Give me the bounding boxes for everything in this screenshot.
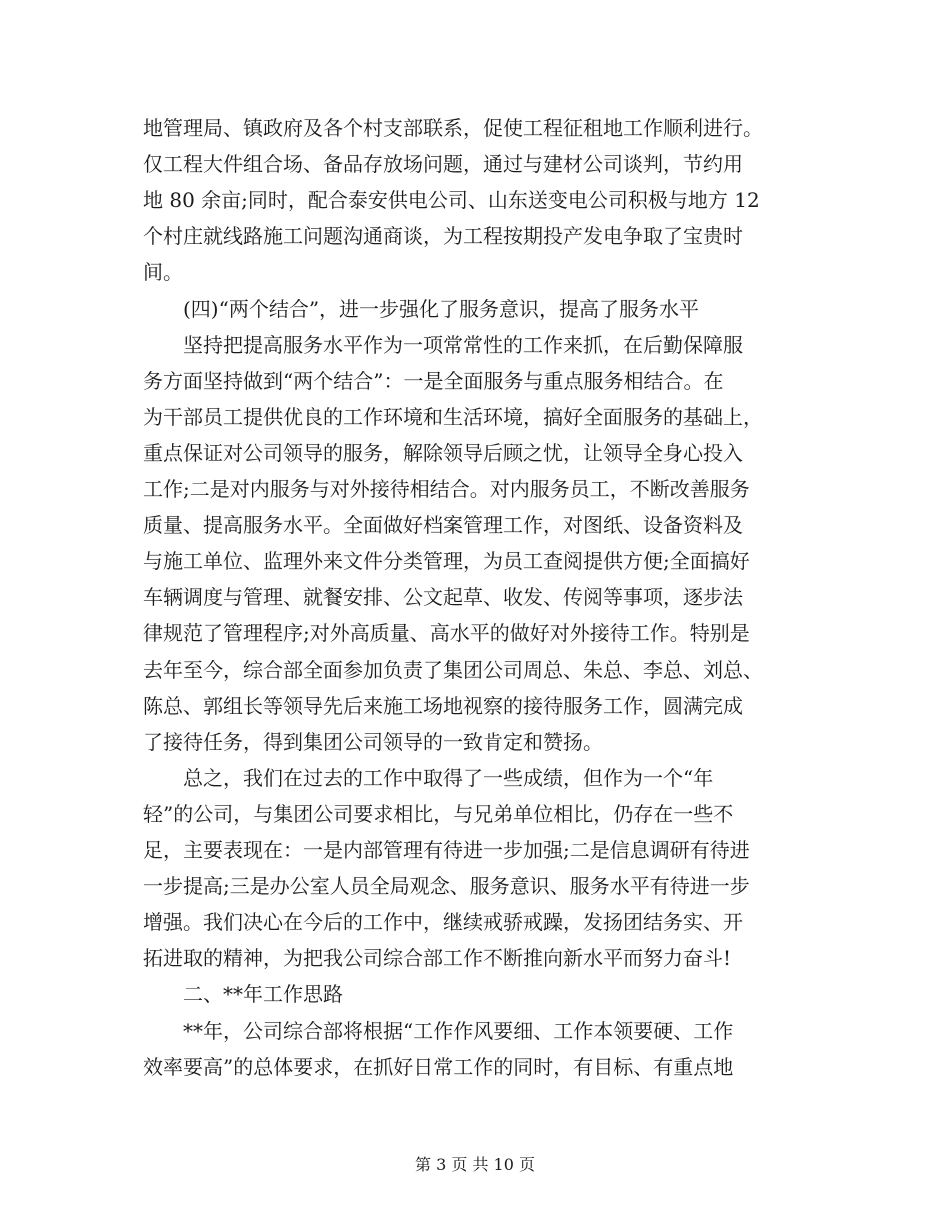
body-text-line: **年，公司综合部将根据“工作作风要细、工作本领要硬、工作 (143, 1019, 734, 1043)
body-text-line: 与施工单位、监理外来文件分类管理，为员工查阅提供方便;全面搞好 (143, 549, 750, 573)
body-text-line: 地管理局、镇政府及各个村支部联系，促使工程征租地工作顺利进行。 (143, 116, 763, 140)
body-text-line: 陈总、郭组长等领导先后来施工场地视察的接待服务工作，圆满完成 (143, 694, 743, 718)
body-text-line: 车辆调度与管理、就餐安排、公文起草、收发、传阅等事项，逐步法 (143, 585, 743, 609)
body-text-line: 地 80 余亩;同时，配合泰安供电公司、山东送变电公司积极与地方 12 (143, 188, 760, 212)
page-footer: 第 3 页 共 10 页 (415, 1155, 535, 1174)
body-text-line: 个村庄就线路施工问题沟通商谈，为工程按期投产发电争取了宝贵时 (143, 224, 743, 248)
body-text-line: 效率要高”的总体要求，在抓好日常工作的同时，有目标、有重点地 (143, 1055, 734, 1079)
body-text-line: 工作;二是对内服务与对外接待相结合。对内服务员工，不断改善服务 (143, 477, 750, 501)
body-text-line: 二、**年工作思路 (143, 982, 343, 1006)
body-text-line: 坚持把提高服务水平作为一项常常性的工作来抓，在后勤保障服 (143, 333, 743, 357)
body-text-line: 务方面坚持做到“两个结合”：一是全面服务与重点服务相结合。在 (143, 369, 724, 393)
body-text-line: 重点保证对公司领导的服务，解除领导后顾之忧，让领导全身心投入 (143, 441, 743, 465)
body-text-line: 为干部员工提供优良的工作环境和生活环境，搞好全面服务的基础上， (143, 405, 763, 429)
body-text-line: 一步提高;三是办公室人员全局观念、服务意识、服务水平有待进一步 (143, 874, 750, 898)
body-text-line: 轻”的公司，与集团公司要求相比，与兄弟单位相比，仍存在一些不 (143, 802, 734, 826)
body-text-line: 去年至今，综合部全面参加负责了集团公司周总、朱总、李总、刘总、 (143, 658, 763, 682)
body-text-line: 间。 (143, 260, 183, 284)
body-text-line: (四)“两个结合”，进一步强化了服务意识，提高了服务水平 (143, 297, 700, 321)
body-text-line: 增强。我们决心在今后的工作中，继续戒骄戒躁，发扬团结务实、开 (143, 910, 743, 934)
body-text-line: 仅工程大件组合场、备品存放场问题，通过与建材公司谈判，节约用 (143, 152, 743, 176)
body-text-line: 质量、提高服务水平。全面做好档案管理工作，对图纸、设备资料及 (143, 513, 743, 537)
body-text-line: 总之，我们在过去的工作中取得了一些成绩，但作为一个“年 (143, 766, 714, 790)
body-text-line: 了接待任务，得到集团公司领导的一致肯定和赞扬。 (143, 730, 603, 754)
body-text-line: 足，主要表现在：一是内部管理有待进一步加强;二是信息调研有待进 (143, 838, 750, 862)
body-text-line: 拓进取的精神，为把我公司综合部工作不断推向新水平而努力奋斗! (143, 946, 732, 970)
body-text-line: 律规范了管理程序;对外高质量、高水平的做好对外接待工作。特别是 (143, 621, 750, 645)
